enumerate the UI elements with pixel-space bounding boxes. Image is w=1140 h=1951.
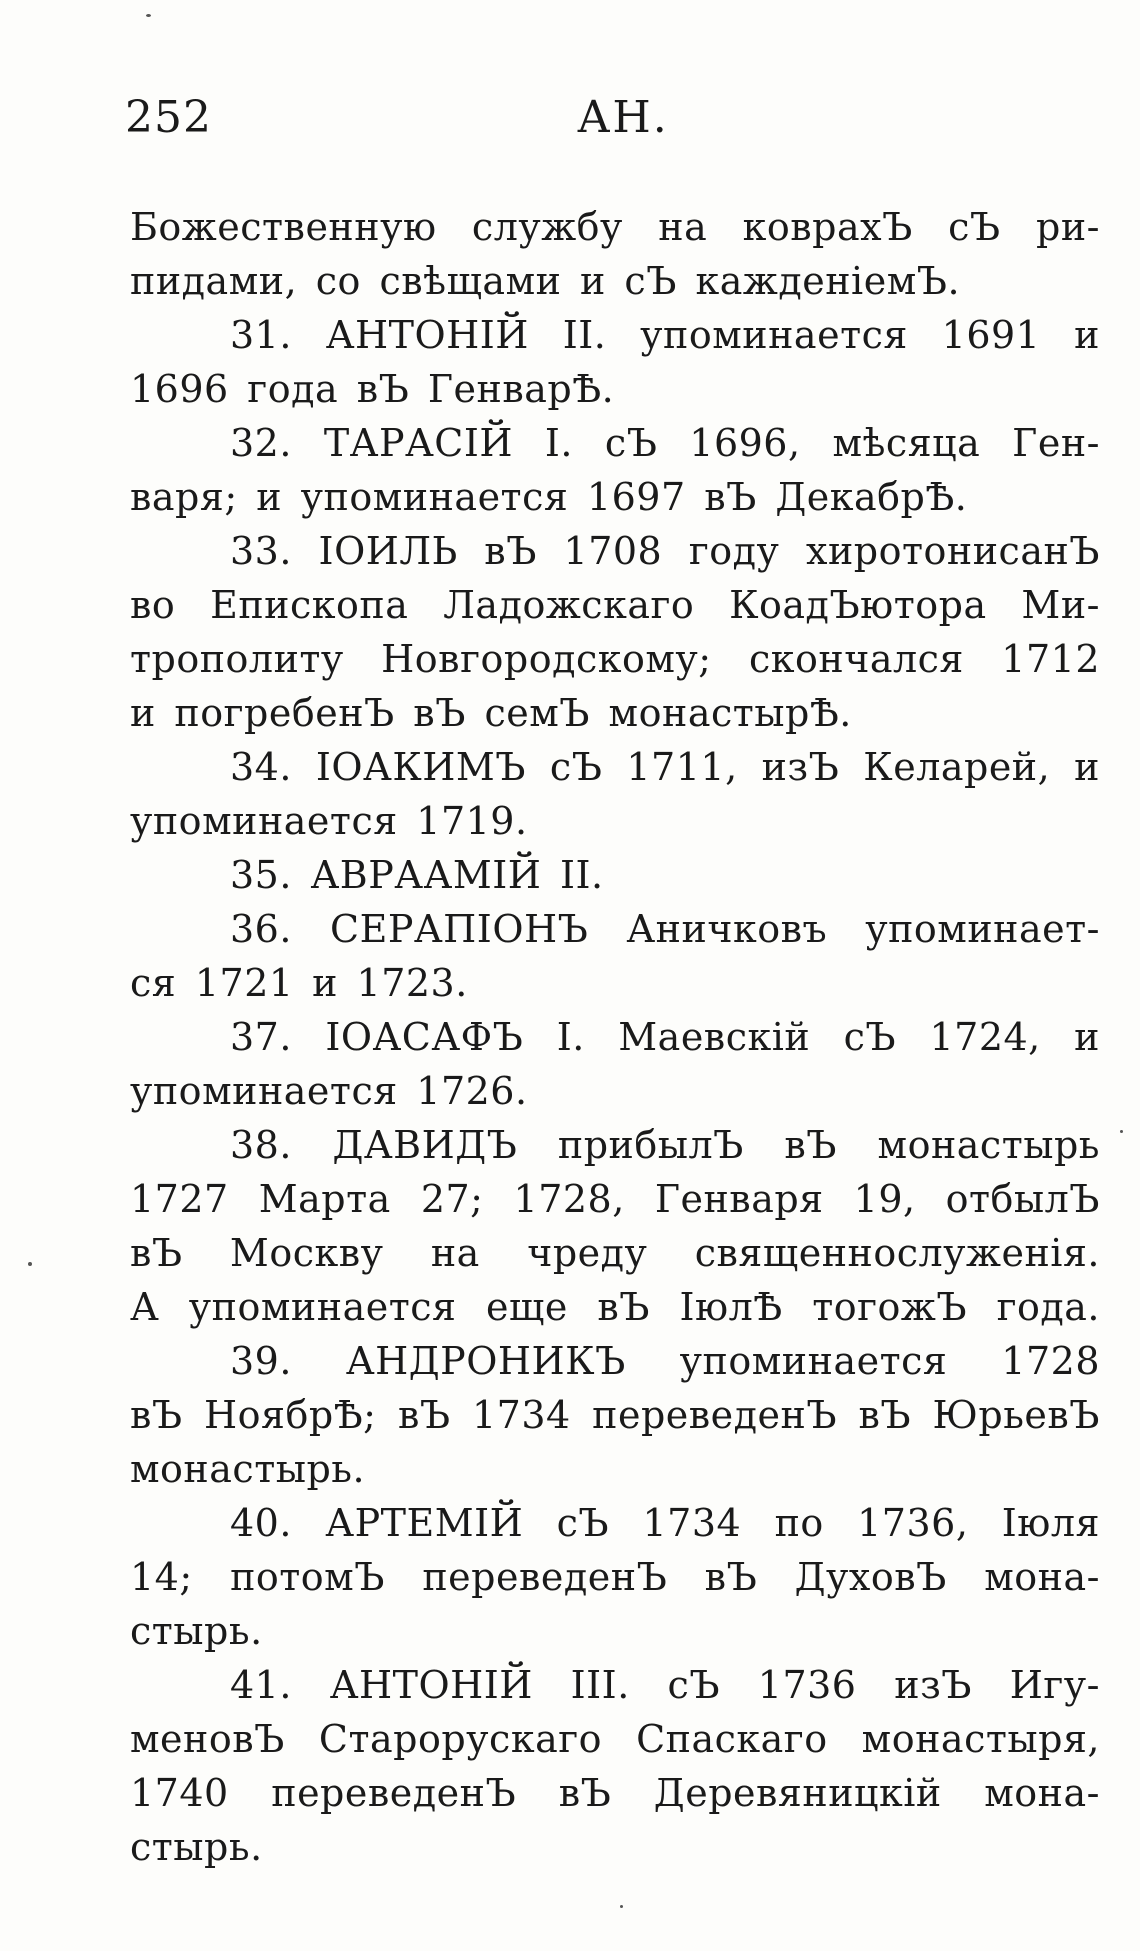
running-head: АН. bbox=[577, 92, 669, 143]
text-line: во Епископа Ладожскаго КоадЪютора Ми- bbox=[130, 583, 1100, 627]
ink-speck bbox=[146, 14, 151, 17]
text-line: монастырь. bbox=[130, 1447, 366, 1491]
text-line: 14; потомЪ переведенЪ вЪ ДуховЪ мона- bbox=[130, 1555, 1100, 1599]
entry-41-line: 41. АНТОНІЙ III. сЪ 1736 изЪ Игу- bbox=[230, 1663, 1100, 1707]
text-line: стырь. bbox=[130, 1825, 263, 1869]
entry-40-line: 40. АРТЕМІЙ сЪ 1734 по 1736, Іюля bbox=[230, 1501, 1100, 1545]
text-line: упоминается 1726. bbox=[130, 1069, 528, 1113]
page-number: 252 bbox=[125, 92, 212, 143]
entry-35-line: 35. АВРААМІЙ II. bbox=[230, 853, 604, 897]
text-line: вЪ НоябрѢ; вЪ 1734 переведенЪ вЪ ЮрьевЪ bbox=[130, 1393, 1100, 1437]
text-line: 1727 Марта 27; 1728, Генваря 19, отбылЪ bbox=[130, 1177, 1100, 1221]
text-line: 1696 года вЪ ГенварѢ. bbox=[130, 367, 615, 411]
text-line: варя; и упоминается 1697 вЪ ДекабрѢ. bbox=[130, 475, 968, 519]
entry-39-line: 39. АНДРОНИКЪ упоминается 1728 bbox=[230, 1339, 1100, 1383]
text-line: вЪ Москву на чреду священнослуженія. bbox=[130, 1231, 1100, 1275]
entry-37-line: 37. ІОАСАФЪ I. Маевскій сЪ 1724, и bbox=[230, 1015, 1100, 1059]
text-line: трополиту Новгородскому; скончался 1712 bbox=[130, 637, 1100, 681]
page-header bbox=[125, 92, 1095, 152]
entry-36-line: 36. СЕРАПІОНЪ Аничковъ упоминает- bbox=[230, 907, 1100, 951]
ink-speck bbox=[1120, 1130, 1123, 1133]
text-line: упоминается 1719. bbox=[130, 799, 528, 843]
text-line: 1740 переведенЪ вЪ Деревяницкій мона- bbox=[130, 1771, 1100, 1815]
body-text bbox=[130, 200, 1100, 1874]
ink-speck bbox=[620, 1905, 623, 1908]
text-line: Божественную службу на коврахЪ сЪ ри- bbox=[130, 205, 1100, 249]
text-line: А упоминается еще вЪ ІюлѢ тогожЪ года. bbox=[130, 1285, 1100, 1329]
text-line: стырь. bbox=[130, 1609, 263, 1653]
text-line: меновЪ Старорускаго Спаскаго монастыря, bbox=[130, 1717, 1100, 1761]
text-line: и погребенЪ вЪ семЪ монастырѢ. bbox=[130, 691, 852, 735]
entry-31-line: 31. АНТОНІЙ II. упоминается 1691 и bbox=[230, 313, 1100, 357]
ink-speck bbox=[28, 1262, 32, 1266]
entry-32-line: 32. ТАРАСІЙ I. сЪ 1696, мѣсяца Ген- bbox=[230, 421, 1100, 465]
entry-38-line: 38. ДАВИДЪ прибылЪ вЪ монастырь bbox=[230, 1123, 1100, 1167]
text-line: пидами, со свѣщами и сЪ кажденіемЪ. bbox=[130, 259, 961, 303]
text-line: ся 1721 и 1723. bbox=[130, 961, 468, 1005]
entry-33-line: 33. ІОИЛЬ вЪ 1708 году хиротонисанЪ bbox=[230, 529, 1100, 573]
entry-34-line: 34. ІОАКИМЪ сЪ 1711, изЪ Келарей, и bbox=[230, 745, 1100, 789]
